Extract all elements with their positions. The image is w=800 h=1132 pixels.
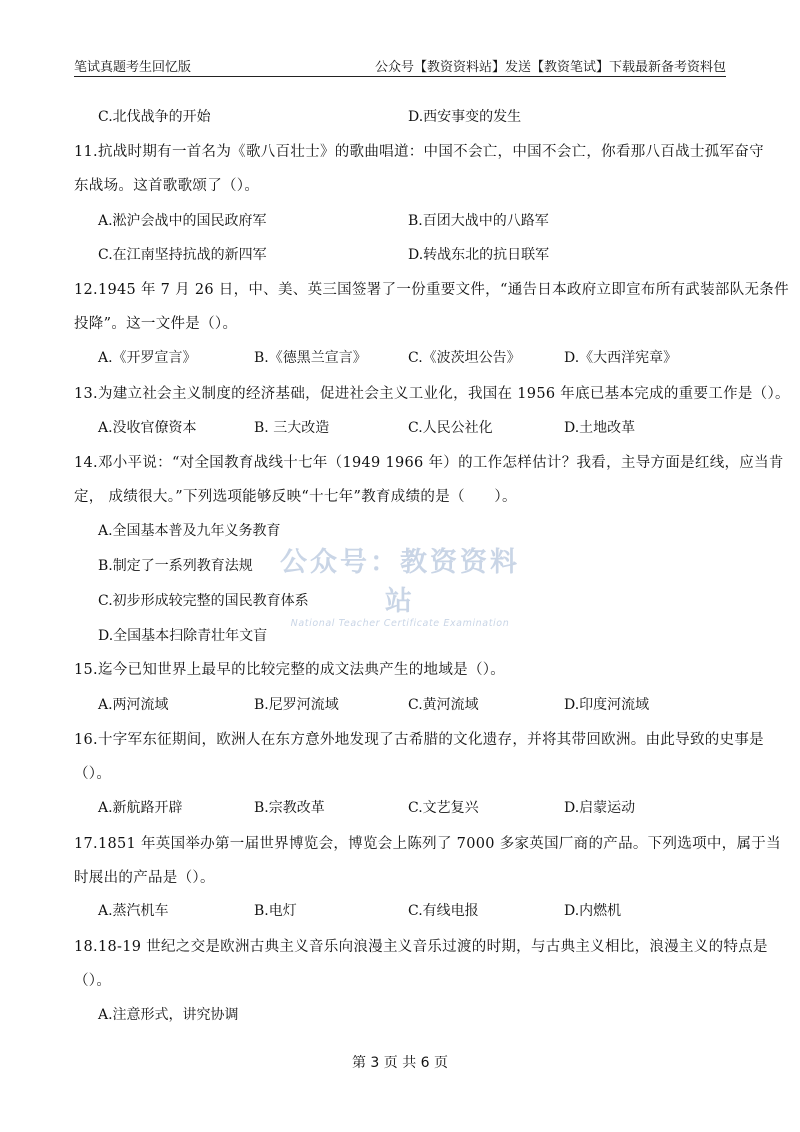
q12-option-a: A.《开罗宣言》 <box>98 350 197 366</box>
watermark-subtitle: National Teacher Certificate Examination <box>290 618 510 629</box>
q18-stem-line2: （）。 <box>74 973 112 989</box>
q14-option-a: A.全国基本普及九年义务教育 <box>98 523 281 539</box>
q11-stem-line2: 东战场。这首歌歌颂了（）。 <box>74 178 260 194</box>
q14-option-d: D.全国基本扫除青壮年文盲 <box>98 628 268 644</box>
q13-stem-line1: 13.为建立社会主义制度的经济基础，促进社会主义工业化，我国在 1956 年底已基本完成的重要工作是（）。 <box>74 386 790 402</box>
q10-option-d: D.西安事变的发生 <box>408 109 522 125</box>
watermark-title: 公众号：教资资料站 <box>280 547 520 617</box>
q11-option-b: B.百团大战中的八路军 <box>408 213 549 229</box>
q13-option-a: A.没收官僚资本 <box>98 420 197 436</box>
q11-stem-line1: 11.抗战时期有一首名为《歌八百壮士》的歌曲唱道：中国不会亡，中国不会亡，你看那八百战士孤军奋守 <box>74 144 764 160</box>
header-left-title: 笔试真题考生回忆版 <box>74 60 192 75</box>
page-number: 第 3 页 共 6 页 <box>351 1055 449 1071</box>
q16-stem-line2: （）。 <box>74 766 112 782</box>
q11-option-a: A.淞沪会战中的国民政府军 <box>98 213 267 229</box>
watermark <box>280 540 520 629</box>
q13-option-b: B. 三大改造 <box>254 420 330 436</box>
q17-stem-line2: 时展出的产品是（）。 <box>74 870 215 886</box>
q12-stem-line1: 12.1945 年 7 月 26 日，中、美、英三国签署了一份重要文件，“通告日本政府立即宣布所有武装部队无条件 <box>74 282 789 298</box>
q11-option-c: C.在江南坚持抗战的新四军 <box>98 247 267 263</box>
q12-option-c: C.《波茨坦公告》 <box>408 350 521 366</box>
q17-option-c: C.有线电报 <box>408 903 479 919</box>
q15-stem-line1: 15.迄今已知世界上最早的比较完整的成文法典产生的地域是（）。 <box>74 662 506 678</box>
q16-option-c: C.文艺复兴 <box>408 800 479 816</box>
q15-option-a: A.两河流域 <box>98 697 169 713</box>
q15-option-c: C.黄河流域 <box>408 697 479 713</box>
q13-option-d: D.土地改革 <box>564 420 636 436</box>
q12-stem-line2: 投降”。这一文件是（）。 <box>74 316 238 332</box>
q14-option-b: B.制定了一系列教育法规 <box>98 558 253 574</box>
q18-stem-line1: 18.18-19 世纪之交是欧洲古典主义音乐向浪漫主义音乐过渡的时期，与古典主义相比，浪漫主义的特点是 <box>74 939 768 955</box>
q14-stem-line2: 定， 成绩很大。”下列选项能够反映“十七年”教育成绩的是（ ）。 <box>74 489 517 505</box>
q16-option-d: D.启蒙运动 <box>564 800 636 816</box>
q12-option-b: B.《德黑兰宣言》 <box>254 350 367 366</box>
q16-option-b: B.宗教改革 <box>254 800 325 816</box>
q17-option-a: A.蒸汽机车 <box>98 903 169 919</box>
q17-stem-line1: 17.1851 年英国举办第一届世界博览会，博览会上陈列了 7000 多家英国厂商的产品。下列选项中，属于当 <box>74 836 781 852</box>
q17-option-d: D.内燃机 <box>564 903 622 919</box>
q11-option-d: D.转战东北的抗日联军 <box>408 247 550 263</box>
header-right-notice: 公众号【教资资料站】发送【教资笔试】下载最新备考资料包 <box>374 60 726 75</box>
q12-option-d: D.《大西洋宪章》 <box>564 350 678 366</box>
q10-option-c: C.北伐战争的开始 <box>98 109 211 125</box>
q13-option-c: C.人民公社化 <box>408 420 493 436</box>
q18-option-a: A.注意形式，讲究协调 <box>98 1007 239 1023</box>
q16-option-a: A.新航路开辟 <box>98 800 183 816</box>
q14-option-c: C.初步形成较完整的国民教育体系 <box>98 593 309 609</box>
q17-option-b: B.电灯 <box>254 903 297 919</box>
q15-option-d: D.印度河流域 <box>564 697 650 713</box>
page-header <box>74 56 726 77</box>
q16-stem-line1: 16.十字军东征期间，欧洲人在东方意外地发现了古希腊的文化遗存，并将其带回欧洲。由此导致的史事是 <box>74 732 764 748</box>
q14-stem-line1: 14.邓小平说：“对全国教育战线十七年（1949 1966 年）的工作怎样估计？我看，主导方面是红线，应当肯 <box>74 455 784 471</box>
q15-option-b: B.尼罗河流域 <box>254 697 339 713</box>
